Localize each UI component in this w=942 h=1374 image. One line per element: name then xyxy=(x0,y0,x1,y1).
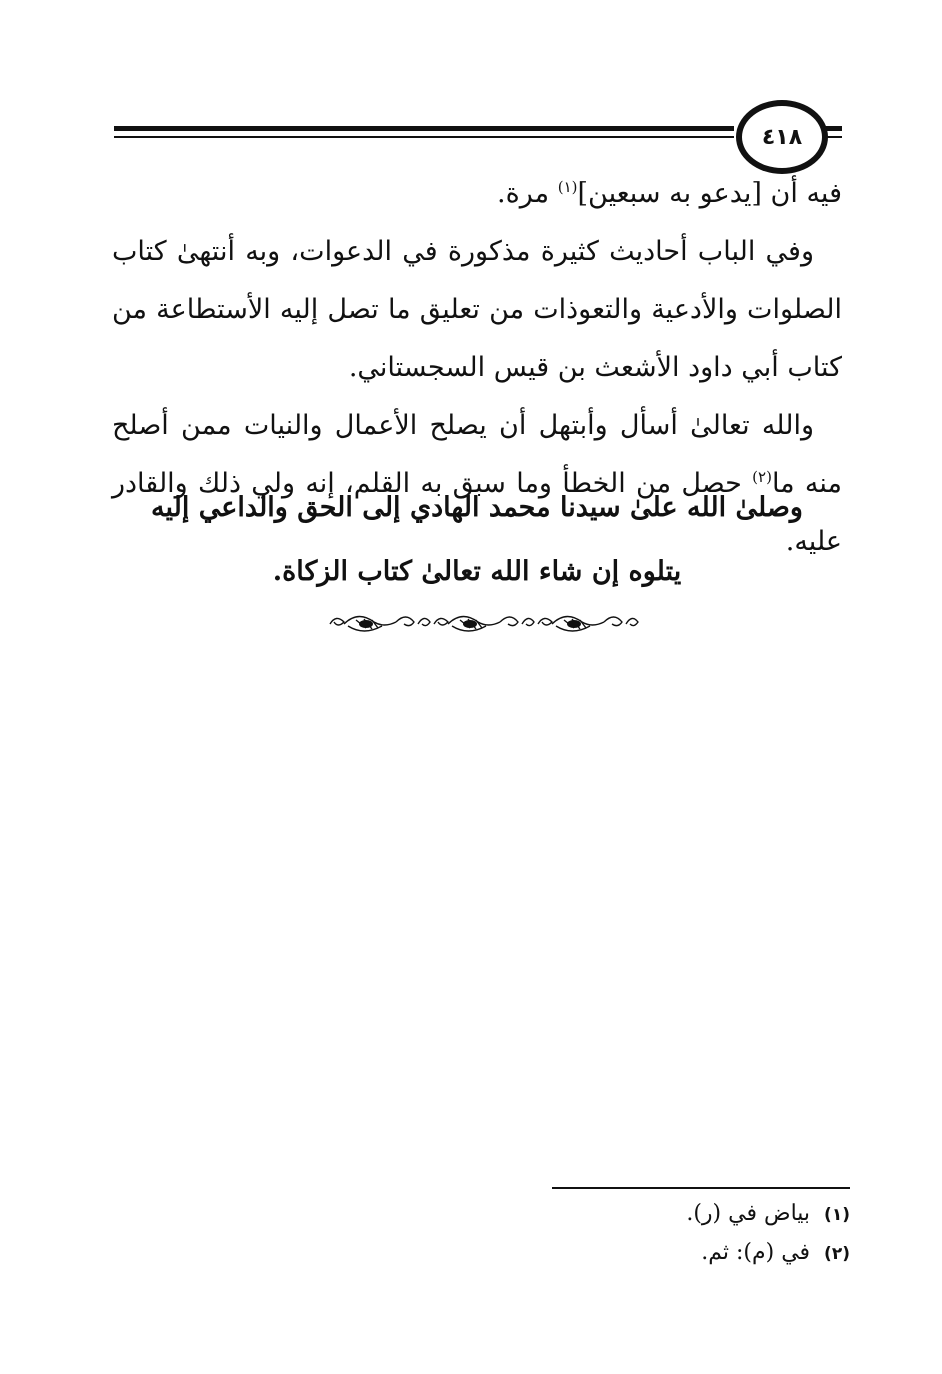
paragraph-2: وفي الباب أحاديث كثيرة مذكورة في الدعوات، وبه أنتهىٰ كتاب الصلوات والأدعية والتعوذات من تعليق ما تصل إليه الأستطاعة من كتاب أبي داود الأشعث بن قيس السجستاني. xyxy=(112,236,842,383)
paragraph-3 xyxy=(112,397,842,571)
paragraph-3-text-b: حصل من الخطأ وما سبق به القلم، إنه ولي ذلك والقادر عليه. xyxy=(112,468,842,557)
footnote-1-number: (١) xyxy=(824,1205,850,1225)
footnote-separator xyxy=(552,1187,850,1189)
footnote-1 xyxy=(552,1195,850,1234)
page-number: ٤١٨ xyxy=(736,100,828,174)
footnote-marker-2: (٢) xyxy=(752,468,772,486)
footnote-1-text: بياض في (ر). xyxy=(686,1201,811,1226)
footnotes xyxy=(552,1195,850,1273)
page-header xyxy=(0,0,942,190)
header-rule xyxy=(114,126,734,131)
paragraph-1-text-b: مرة. xyxy=(497,178,558,209)
footnote-2-text: في (م): ثم. xyxy=(701,1240,811,1265)
footnote-2-number: (٢) xyxy=(824,1244,850,1264)
closing-line-2: يتلوه إن شاء الله تعالىٰ كتاب الزكاة. xyxy=(272,556,682,587)
footnote-marker-1: (١) xyxy=(557,178,578,196)
paragraph-1-text-a: فيه أن [يدعو به سبعين] xyxy=(577,178,842,209)
paragraph-3-text-a: والله تعالىٰ أسأل وأبتهل أن يصلح الأعمال والنيات ممن أصلح منه ما xyxy=(112,410,842,499)
paragraph-1 xyxy=(112,165,842,223)
footnote-2 xyxy=(552,1234,850,1273)
closing-line-1: وصلىٰ الله علىٰ سيدنا محمد الهادي إلى الحق والداعي إليه xyxy=(151,492,803,523)
ornament-divider-icon xyxy=(326,610,640,638)
header-rule-thin xyxy=(114,136,734,138)
